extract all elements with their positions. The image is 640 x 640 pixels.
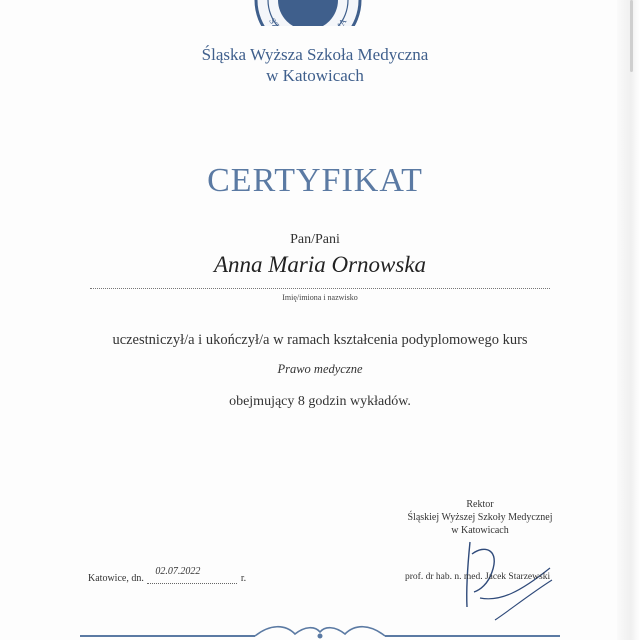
institution-line-2: w Katowicach — [266, 66, 364, 85]
salutation: Pan/Pani — [290, 232, 340, 247]
school-seal-logo — [248, 0, 368, 47]
course-hours: obejmujący 8 godzin wykładów. — [229, 394, 411, 409]
institution-name — [150, 44, 480, 86]
seal-text: SZKOŁA MEDYCZNA — [267, 16, 349, 47]
institution-line-1: Śląska Wyższa Szkoła Medyczna — [201, 45, 429, 64]
page-edge — [617, 0, 640, 640]
rector-institution: Śląskiej Wyższej Szkoły Medycznej — [407, 512, 553, 523]
certificate-title: CERTYFIKAT — [207, 162, 423, 199]
scrollbar-thumb[interactable] — [630, 0, 633, 72]
date-line — [147, 566, 237, 584]
place-and-date — [88, 566, 247, 584]
name-dotted-line — [90, 288, 550, 289]
signer-name: prof. dr hab. n. med. Jacek Starzewski — [405, 572, 551, 582]
place-prefix: Katowice, dn. — [88, 573, 144, 584]
course-name: Prawo medyczne — [277, 362, 363, 376]
rector-city: w Katowicach — [451, 525, 509, 536]
recipient-name: Anna Maria Ornowska — [213, 252, 427, 277]
rector-title: Rektor — [466, 499, 494, 510]
date-suffix: r. — [240, 573, 247, 584]
decorative-border-ornament — [80, 624, 560, 640]
issue-date: 02.07.2022 — [155, 566, 201, 577]
name-caption: Imię/imiona i nazwisko — [282, 293, 358, 302]
completion-statement: uczestniczył/a i ukończył/a w ramach kształcenia podyplomowego kurs — [112, 332, 528, 348]
